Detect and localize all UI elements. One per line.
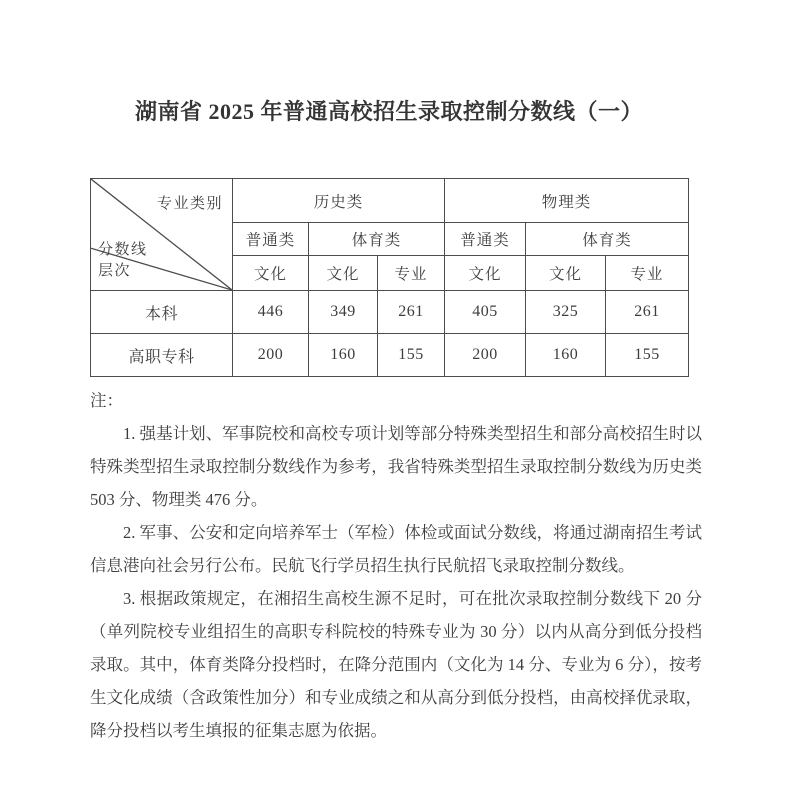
note-item-3: 3. 根据政策规定，在湘招生高校生源不足时，可在批次录取控制分数线下 20 分（单列院校专业组招生的高职专科院校的特殊专业为 30 分）以内从高分到低分投档录取。其中，体育类降分投档时，在降分范围内（文化为 14 分、专业为 6 分），按考生文化成绩（含政策性加分）和专业成绩之和从高分到低分投档，由高校择优录取，降分投档以考生填报的征集志愿为依据。	[90, 589, 702, 740]
corner-label-level: 层次	[98, 263, 132, 279]
leaf-header-phys-sports-major: 专业	[606, 256, 689, 291]
leaf-header-hist-sports-culture: 文化	[309, 256, 378, 291]
score-cell: 261	[378, 291, 445, 334]
score-cell: 155	[606, 334, 689, 377]
row-label-undergraduate: 本科	[91, 291, 233, 334]
notes-label: 注：	[90, 391, 123, 410]
score-cell: 200	[445, 334, 526, 377]
corner-label-category: 专业类别	[156, 196, 223, 212]
score-cell: 349	[309, 291, 378, 334]
page-title: 湖南省 2025 年普通高校招生录取控制分数线（一）	[134, 99, 643, 124]
score-cell: 325	[526, 291, 606, 334]
score-cell: 405	[445, 291, 526, 334]
notes-section	[90, 384, 702, 747]
note-item-2: 2. 军事、公安和定向培养军士（军检）体检或面试分数线，将通过湖南招生考试信息港向社会另行公布。民航飞行学员招生执行民航招飞录取控制分数线。	[90, 523, 702, 575]
subheader-physics-sports: 体育类	[526, 223, 689, 256]
score-cell: 160	[309, 334, 378, 377]
subheader-history-sports: 体育类	[309, 223, 445, 256]
group-header-history: 历史类	[233, 179, 445, 223]
table-row-undergraduate	[91, 291, 689, 334]
subheader-history-general: 普通类	[233, 223, 309, 256]
subheader-physics-general: 普通类	[445, 223, 526, 256]
score-cell: 446	[233, 291, 309, 334]
score-cell: 160	[526, 334, 606, 377]
leaf-header-hist-sports-major: 专业	[378, 256, 445, 291]
score-cell: 261	[606, 291, 689, 334]
score-table	[90, 178, 689, 377]
score-cell: 200	[233, 334, 309, 377]
header-row-groups	[91, 179, 689, 223]
row-label-vocational: 高职专科	[91, 334, 233, 377]
table-row-vocational	[91, 334, 689, 377]
leaf-header-hist-general-culture: 文化	[233, 256, 309, 291]
note-item-1: 1. 强基计划、军事院校和高校专项计划等部分特殊类型招生和部分高校招生时以特殊类型招生录取控制分数线作为参考，我省特殊类型招生录取控制分数线为历史类 503 分、物理类 476 分。	[90, 424, 702, 509]
group-header-physics: 物理类	[445, 179, 689, 223]
leaf-header-phys-sports-culture: 文化	[526, 256, 606, 291]
table-corner-cell	[91, 179, 233, 291]
corner-label-scoreline: 分数线	[98, 242, 148, 258]
score-cell: 155	[378, 334, 445, 377]
leaf-header-phys-general-culture: 文化	[445, 256, 526, 291]
